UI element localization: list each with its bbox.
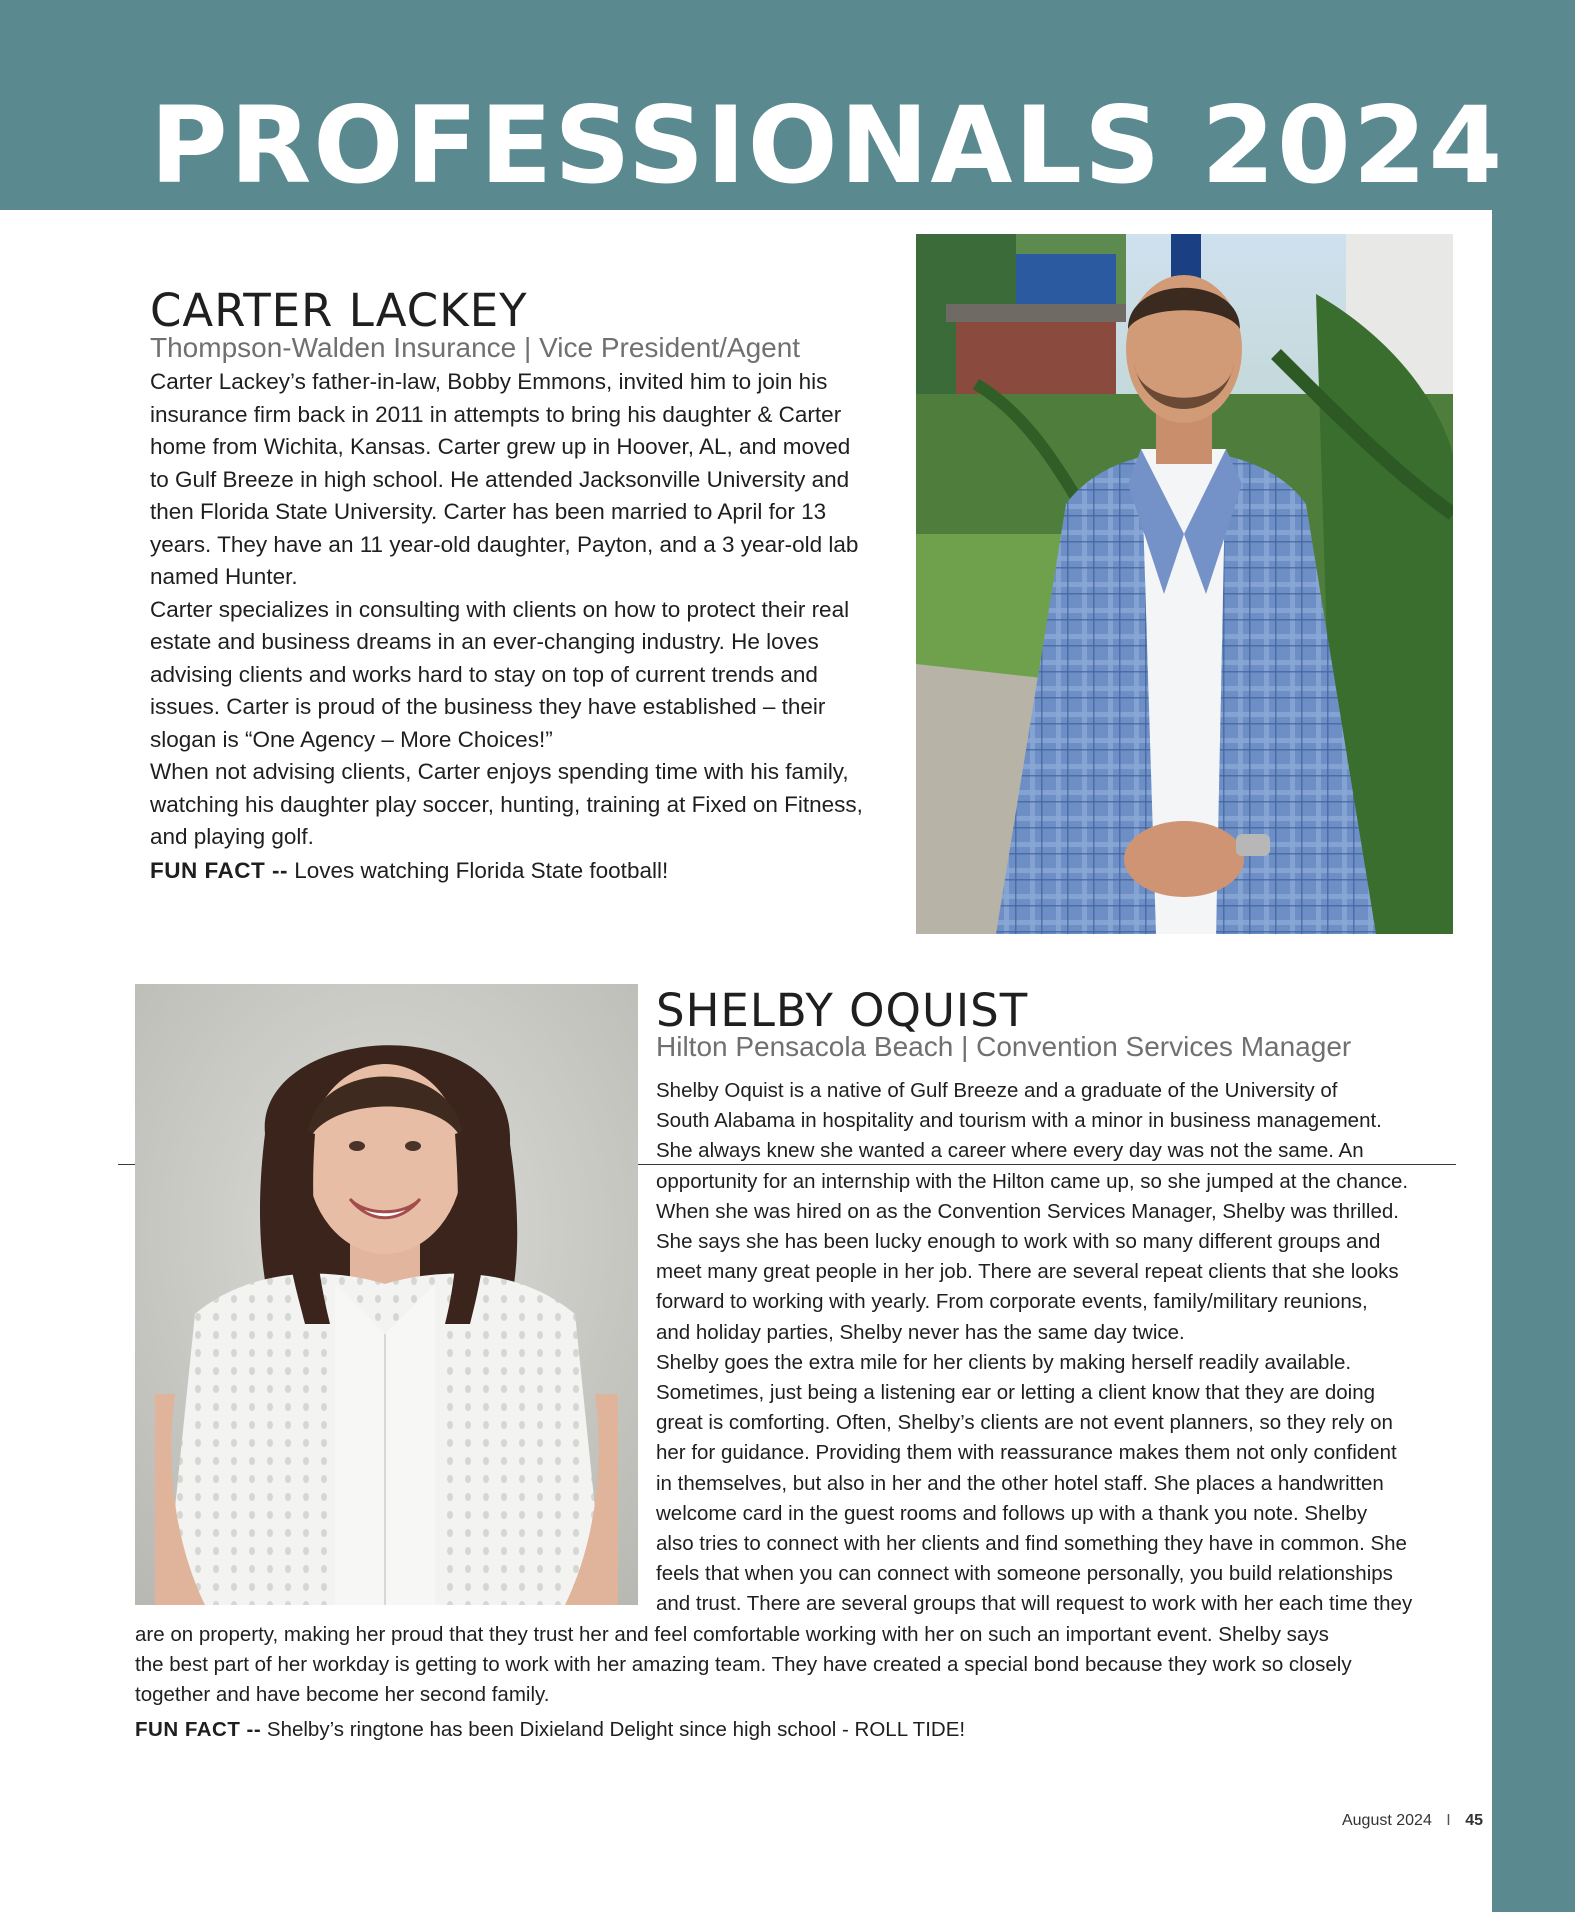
bio-line: meet many great people in her job. There are several repeat clients that she looks — [656, 1260, 1399, 1284]
page-folio — [1342, 1812, 1483, 1830]
bio-line: South Alabama in hospitality and tourism with a minor in business management. — [656, 1109, 1382, 1133]
fun-fact-text: Shelby’s ringtone has been Dixieland Delight since high school - ROLL TIDE! — [266, 1718, 966, 1741]
profile-1-photo — [916, 234, 1453, 934]
bio-line: together and have become her second family. — [135, 1683, 550, 1707]
page-title: PROFESSIONALS 2024 — [150, 84, 1505, 207]
profile-1-bio-paragraph: Carter specializes in consulting with clients on how to protect their real estate and business dreams in an ever-changing industry. He loves advising clients and works hard to stay on top of current trends and issues. Carter is proud of the business they have established – their slogan is “One Agency – More Choices!” — [150, 596, 850, 752]
page-number: 45 — [1465, 1812, 1483, 1829]
profile-2-bio-wrapped — [656, 1076, 1456, 1620]
bio-line: in themselves, but also in her and the other hotel staff. She places a handwritten — [656, 1471, 1384, 1495]
bio-line: She always knew she wanted a career where every day was not the same. An — [656, 1139, 1364, 1163]
profile-1-fun-fact — [150, 858, 668, 884]
profile-2-name: SHELBY OQUIST — [656, 984, 1029, 1037]
bio-line: and holiday parties, Shelby never has the same day twice. — [656, 1320, 1185, 1344]
page-body — [0, 210, 1492, 1912]
profile-2-role: Hilton Pensacola Beach | Convention Services Manager — [656, 1031, 1352, 1062]
portrait-man-illustration — [916, 234, 1453, 934]
bio-line: and trust. There are several groups that will request to work with her each time they — [656, 1592, 1413, 1616]
bio-line: feels that when you can connect with someone personally, you build relationships — [656, 1562, 1393, 1586]
bio-line: the best part of her workday is getting to work with her amazing team. They have created a special bond because they work so closely — [135, 1653, 1352, 1677]
bio-line: opportunity for an internship with the Hilton came up, so she jumped at the chance. — [656, 1169, 1409, 1193]
bio-line: her for guidance. Providing them with reassurance makes them not only confident — [656, 1441, 1397, 1465]
bio-line: forward to working with yearly. From corporate events, family/military reunions, — [656, 1290, 1368, 1314]
bio-line: She says she has been lucky enough to work with so many different groups and — [656, 1230, 1381, 1254]
profile-2-fun-fact — [135, 1718, 965, 1742]
fun-fact-label: FUN FACT -- — [135, 1718, 262, 1741]
bio-line: Sometimes, just being a listening ear or letting a client know that they are doing — [656, 1381, 1376, 1405]
folio-separator: I — [1446, 1812, 1451, 1829]
profile-1-role: Thompson-Walden Insurance | Vice President/Agent — [150, 332, 801, 363]
fun-fact-label: FUN FACT -- — [150, 858, 288, 883]
profile-1-bio-paragraph: When not advising clients, Carter enjoys spending time with his family, watching his daughter play soccer, hunting, training at Fixed on Fitness, and playing golf. — [150, 759, 863, 849]
bio-line: welcome card in the guest rooms and follows up with a thank you note. Shelby — [656, 1501, 1368, 1525]
issue-date: August 2024 — [1341, 1812, 1432, 1829]
profile-2-photo — [135, 984, 638, 1605]
portrait-woman-illustration — [135, 984, 638, 1605]
bio-line: Shelby goes the extra mile for her clients by making herself readily available. — [656, 1350, 1352, 1374]
bio-line: great is comforting. Often, Shelby’s clients are not event planners, so they rely on — [656, 1411, 1393, 1435]
bio-line: also tries to connect with her clients and find something they have in common. She — [656, 1532, 1407, 1556]
bio-line: Shelby Oquist is a native of Gulf Breeze and a graduate of the University of — [656, 1079, 1338, 1102]
profile-2-bio-full — [135, 1620, 1465, 1711]
profile-1-bio-paragraph: Carter Lackey’s father-in-law, Bobby Emmons, invited him to join his insurance firm back in 2011 in attempts to bring his daughter & Carter home from Wichita, Kansas. Carter grew up in Hoover, AL, and moved to Gulf Breeze in high school. He attended Jacksonville University and then Florida State University. Carter has been married to April for 13 years. They have an 11 year-old daughter, Payton, and a 3 year-old lab named Hunter. — [150, 369, 859, 589]
bio-line: are on property, making her proud that they trust her and feel comfortable working with her on such an important event. Shelby says — [135, 1623, 1329, 1646]
profile-1-name: CARTER LACKEY — [150, 284, 528, 337]
bio-line: When she was hired on as the Convention Services Manager, Shelby was thrilled. — [656, 1199, 1399, 1223]
profile-1-bio — [150, 366, 870, 854]
fun-fact-text: Loves watching Florida State football! — [294, 858, 669, 883]
